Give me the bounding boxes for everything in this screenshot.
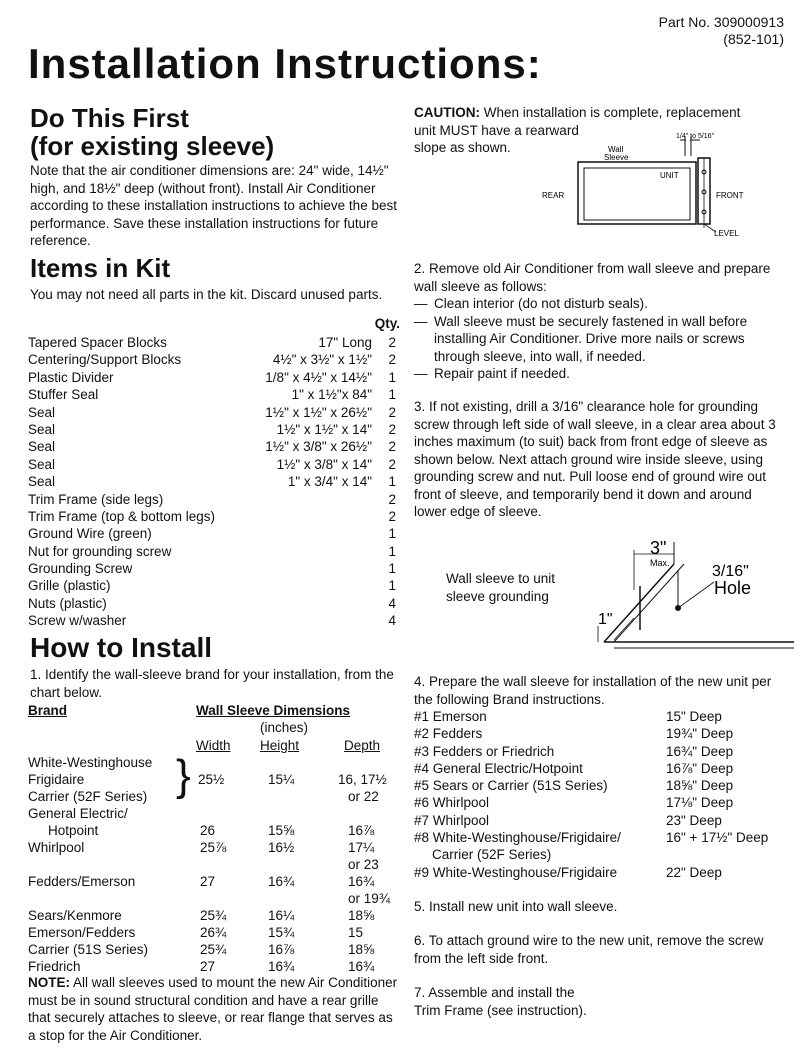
chart-height: 16½	[268, 840, 295, 855]
step-4-block	[414, 673, 788, 881]
dim-1-label: 1"	[598, 611, 613, 628]
kit-item-qty: 2	[388, 335, 396, 350]
chart-brand: Friedrich	[28, 959, 81, 974]
chart-width: 25¾	[200, 942, 227, 957]
kit-item-dims: 1½" x 3/8" x 14"	[276, 456, 372, 472]
qty-header: Qty.	[374, 316, 400, 331]
brand-instruction-name: #3 Fedders or Friedrich	[414, 743, 555, 759]
chart-depth: or 19¾	[348, 891, 391, 906]
kit-item-qty: 2	[388, 456, 396, 472]
step-4-intro: 4. Prepare the wall sleeve for installation of the new unit per the following Brand instructions.	[414, 674, 772, 707]
brand-instruction-name: #8 White-Westinghouse/Frigidaire/	[414, 830, 621, 846]
kit-item	[28, 508, 400, 525]
do-this-first-heading-1: Do This First	[30, 103, 189, 133]
caution-text-1: When installation is complete, replacement	[480, 105, 741, 120]
brand-instruction-name: #7 Whirlpool	[414, 812, 490, 828]
brand-instruction-row	[414, 864, 788, 881]
items-in-kit-heading: Items in Kit	[30, 253, 171, 283]
items-in-kit-intro: You may not need all parts in the kit. Discard unused parts.	[30, 287, 383, 302]
note-label: NOTE:	[28, 975, 70, 990]
chart-depth: or 23	[348, 857, 379, 872]
part-number: Part No. 309000913	[658, 14, 784, 30]
kit-item-name: Seal	[28, 456, 56, 472]
kit-item-dims: 1½" x 1½" x 14"	[276, 421, 372, 437]
brand-group-1: White-Westinghouse	[28, 755, 153, 770]
chart-height: 15¾	[268, 925, 295, 940]
grounding-caption	[446, 570, 555, 605]
group-height: 15¼	[268, 772, 295, 787]
step-7-line-1: 7. Assemble and install the	[414, 985, 575, 1000]
kit-item-name: Seal	[28, 474, 56, 490]
items-in-kit-section	[30, 254, 400, 304]
kit-item	[28, 577, 400, 594]
part-code: (852-101)	[723, 31, 784, 47]
kit-item-name: Screw w/washer	[28, 613, 127, 629]
kit-item-name: Grille (plastic)	[28, 578, 111, 594]
rear-label: REAR	[542, 191, 565, 200]
step-3-text: 3. If not existing, drill a 3/16" clearance hole for grounding screw through left side of wall sleeve, in a clear area about 3 inches maximum (to suit) back from front edge of sleeve as shown below. Next attach ground wire inside sleeve, using grounding screw and nut. Pull loose end of ground wire out front of sleeve, and temporarily bend it down and around lower edge of sleeve.	[414, 399, 776, 519]
brand-instruction-name: #4 General Electric/Hotpoint	[414, 760, 583, 776]
brand-instruction-depth: 18⅝" Deep	[666, 778, 734, 794]
note-text: All wall sleeves used to mount the new Air Conditioner must be in sound structural condition and have a rear grille that securely attaches to sleeve, or rear flange that serves as a stop for the Air Conditioner.	[28, 975, 398, 1043]
chart-depth: 15	[348, 925, 364, 940]
do-this-first-body: Note that the air conditioner dimensions are: 24" wide, 14½" high, and 18½" deep (without front). Install Air Conditioner according to these installation instructions to achieve the best performance. Save these installation instructions for future reference.	[30, 163, 397, 248]
kit-item	[28, 386, 400, 403]
brand-instruction-row	[414, 725, 788, 742]
brand-header: Brand	[28, 703, 68, 718]
kit-item	[28, 404, 400, 421]
group-depth-1: 16, 17½	[338, 772, 387, 787]
kit-item-dims: 1" x 3/4" x 14"	[287, 474, 372, 490]
kit-item-qty: 1	[388, 578, 396, 594]
brand-instruction-row	[414, 708, 788, 725]
chart-depth: 18⅝	[348, 942, 375, 957]
chart-width: 25¾	[200, 908, 227, 923]
brand-instruction-row	[414, 829, 788, 846]
brand-instruction-name: #6 Whirlpool	[414, 795, 490, 811]
kit-item-name: Seal	[28, 439, 56, 455]
dash-glyph: —	[414, 366, 428, 381]
step-7-block	[414, 984, 784, 1019]
inches-label: (inches)	[260, 720, 309, 735]
step-5-text: 5. Install new unit into wall sleeve.	[414, 899, 618, 914]
chart-height: 16¼	[268, 908, 295, 923]
chart-depth: 16¾	[348, 959, 375, 974]
kit-item-dims: 1½" x 1½" x 26½"	[265, 404, 372, 420]
kit-item-qty: 4	[388, 595, 396, 611]
dash-glyph: —	[414, 313, 428, 329]
group-depth-2: or 22	[348, 789, 379, 804]
step-2-item-text: Clean interior (do not disturb seals).	[434, 296, 648, 311]
kit-item-name: Trim Frame (side legs)	[28, 491, 164, 507]
chart-height: 15⅝	[268, 823, 295, 838]
dim-max-label: Max.	[650, 558, 670, 568]
kit-item	[28, 473, 400, 490]
kit-item-dims: 4½" x 3½" x 1½"	[272, 352, 372, 368]
kit-item-dims: 17" Long	[318, 335, 372, 350]
chart-brand: General Electric/	[28, 806, 128, 821]
kit-item-qty: 4	[388, 613, 396, 629]
kit-item-dims: 1/8" x 4½" x 14½"	[265, 369, 372, 385]
unit-label: UNIT	[660, 171, 679, 180]
sleeve-label: Sleeve	[604, 153, 629, 162]
dash-glyph: —	[414, 296, 428, 311]
kit-item-qty: 1	[388, 474, 396, 490]
kit-item	[28, 595, 400, 612]
step-7-line-2: Trim Frame (see instruction).	[414, 1002, 587, 1018]
chart-width: 27	[200, 874, 216, 889]
chart-brand: Emerson/Fedders	[28, 925, 136, 940]
chart-depth: 18⅝	[348, 908, 375, 923]
brand-group-2: Frigidaire	[28, 772, 85, 787]
chart-width: 25⅞	[200, 840, 227, 855]
chart-depth: 16⅞	[348, 823, 375, 838]
brand-instruction-depth: 23" Deep	[666, 812, 722, 828]
kit-item-qty: 2	[388, 439, 396, 455]
grounding-diagram	[594, 530, 794, 666]
kit-item	[28, 438, 400, 455]
kit-item-name: Nut for grounding screw	[28, 543, 172, 559]
brand-instruction-depth: 19¾" Deep	[666, 726, 734, 742]
brand-group-3: Carrier (52F Series)	[28, 789, 148, 804]
brand-instruction-row	[414, 846, 788, 863]
kit-item	[28, 525, 400, 542]
kit-item	[28, 351, 400, 368]
brand-instruction-row	[414, 812, 788, 829]
kit-item	[28, 491, 400, 508]
kit-item-qty: 2	[388, 508, 396, 524]
kit-item-dims: 1½" x 3/8" x 26½"	[265, 439, 372, 455]
kit-item-qty: 2	[388, 352, 396, 368]
brand-instruction-name: Carrier (52F Series)	[432, 847, 552, 863]
width-header: Width	[196, 738, 231, 753]
brand-instruction-row	[414, 794, 788, 811]
brand-instruction-depth: 16" + 17½" Deep	[666, 830, 769, 846]
kit-item-name: Grounding Screw	[28, 561, 133, 577]
brand-instruction-row	[414, 743, 788, 760]
kit-item-qty: 1	[388, 526, 396, 542]
step-1-text: 1. Identify the wall-sleeve brand for your installation, from the chart below.	[30, 667, 394, 700]
kit-item-qty: 2	[388, 421, 396, 437]
kit-item-name: Tapered Spacer Blocks	[28, 335, 167, 350]
step-2-item-text: Wall sleeve must be securely fastened in wall before installing Air Conditioner. Drive more nails or screws through sleeve, into wall, if needed.	[434, 313, 748, 364]
kit-item-name: Seal	[28, 421, 56, 437]
kit-item-qty: 2	[388, 491, 396, 507]
kit-item-qty: 1	[388, 543, 396, 559]
brand-instruction-name: #5 Sears or Carrier (51S Series)	[414, 778, 608, 794]
kit-item-name: Ground Wire (green)	[28, 526, 152, 542]
dim-3-label: 3"	[650, 538, 667, 558]
step-2-item	[414, 365, 784, 383]
kit-item-name: Plastic Divider	[28, 369, 114, 385]
chart-brand: Hotpoint	[48, 823, 99, 838]
brand-instruction-name: #1 Emerson	[414, 709, 487, 724]
chart-brand: Sears/Kenmore	[28, 908, 122, 923]
step-2-item-text: Repair paint if needed.	[434, 366, 570, 381]
caution-text-3: slope as shown.	[414, 140, 511, 155]
caution-label: CAUTION:	[414, 105, 480, 120]
chart-brand: Whirlpool	[28, 840, 85, 855]
how-to-install-heading: How to Install	[30, 632, 212, 663]
kit-item	[28, 612, 400, 629]
brand-instruction-depth: 15" Deep	[666, 709, 722, 724]
kit-item-qty: 1	[388, 369, 396, 385]
front-label: FRONT	[716, 191, 744, 200]
dim-hole-label: Hole	[714, 578, 752, 598]
step-2-block	[414, 260, 784, 383]
kit-item	[28, 334, 400, 351]
wall-label: Wall	[608, 145, 624, 154]
kit-item-qty: 2	[388, 404, 396, 420]
how-to-install-section	[30, 634, 402, 701]
brand-instruction-row	[414, 760, 788, 777]
note-block	[28, 974, 400, 1044]
chart-depth: 17¼	[348, 840, 375, 855]
page-title: Installation Instructions:	[28, 40, 542, 87]
brand-instruction-name: #2 Fedders	[414, 726, 483, 742]
brand-instruction-row	[414, 777, 788, 794]
kit-table	[28, 318, 400, 630]
depth-header: Depth	[344, 738, 381, 753]
step-2-item	[414, 313, 784, 366]
part-number-block	[659, 14, 784, 48]
chart-width: 26	[200, 823, 216, 838]
kit-item	[28, 456, 400, 473]
chart-height: 16¾	[268, 874, 295, 889]
kit-item	[28, 421, 400, 438]
kit-item-dims: 1" x 1½"x 84"	[291, 387, 372, 403]
brand-instruction-depth: 16⅞" Deep	[666, 760, 734, 776]
grounding-caption-2: sleeve grounding	[446, 588, 549, 604]
kit-item-qty: 1	[388, 387, 396, 403]
caution-text-2: unit MUST have a rearward	[414, 122, 579, 138]
chart-height: 16¾	[268, 959, 295, 974]
chart-depth: 16¾	[348, 874, 375, 889]
group-width: 25½	[198, 772, 225, 787]
chart-height: 16⅞	[268, 942, 295, 957]
brace-glyph: }	[176, 751, 191, 800]
brand-instruction-depth: 17⅛" Deep	[666, 795, 734, 811]
wall-sleeve-chart	[28, 702, 400, 974]
step-6-text: 6. To attach ground wire to the new unit, remove the screw from the left side front.	[414, 933, 764, 966]
slope-diagram	[540, 128, 770, 240]
chart-width: 26¾	[200, 925, 227, 940]
chart-width: 27	[200, 959, 216, 974]
kit-item-qty: 1	[388, 561, 396, 577]
kit-item-name: Centering/Support Blocks	[28, 352, 182, 368]
brand-instruction-depth: 22" Deep	[666, 864, 722, 880]
chart-brand: Carrier (51S Series)	[28, 942, 149, 957]
kit-item-name: Seal	[28, 404, 56, 420]
kit-item	[28, 543, 400, 560]
kit-item	[28, 560, 400, 577]
grounding-caption-1: Wall sleeve to unit	[446, 571, 556, 586]
height-header: Height	[260, 738, 300, 753]
gap-label: 1/4" to 5/16"	[676, 133, 715, 140]
brand-instruction-depth: 16¾" Deep	[666, 743, 734, 759]
kit-item-name: Stuffer Seal	[28, 387, 99, 403]
do-this-first-section	[30, 104, 402, 250]
dimensions-header: Wall Sleeve Dimensions	[196, 703, 351, 718]
chart-brand: Fedders/Emerson	[28, 874, 136, 889]
do-this-first-heading-2: (for existing sleeve)	[30, 131, 275, 161]
level-label: LEVEL	[714, 229, 739, 238]
kit-item-name: Trim Frame (top & bottom legs)	[28, 508, 216, 524]
step-2-item	[414, 295, 784, 313]
step-2-intro: 2. Remove old Air Conditioner from wall sleeve and prepare wall sleeve as follows:	[414, 261, 771, 294]
brand-instruction-name: #9 White-Westinghouse/Frigidaire	[414, 864, 618, 880]
kit-item-name: Nuts (plastic)	[28, 595, 107, 611]
dim-316-label: 3/16"	[712, 563, 749, 580]
kit-item	[28, 369, 400, 386]
